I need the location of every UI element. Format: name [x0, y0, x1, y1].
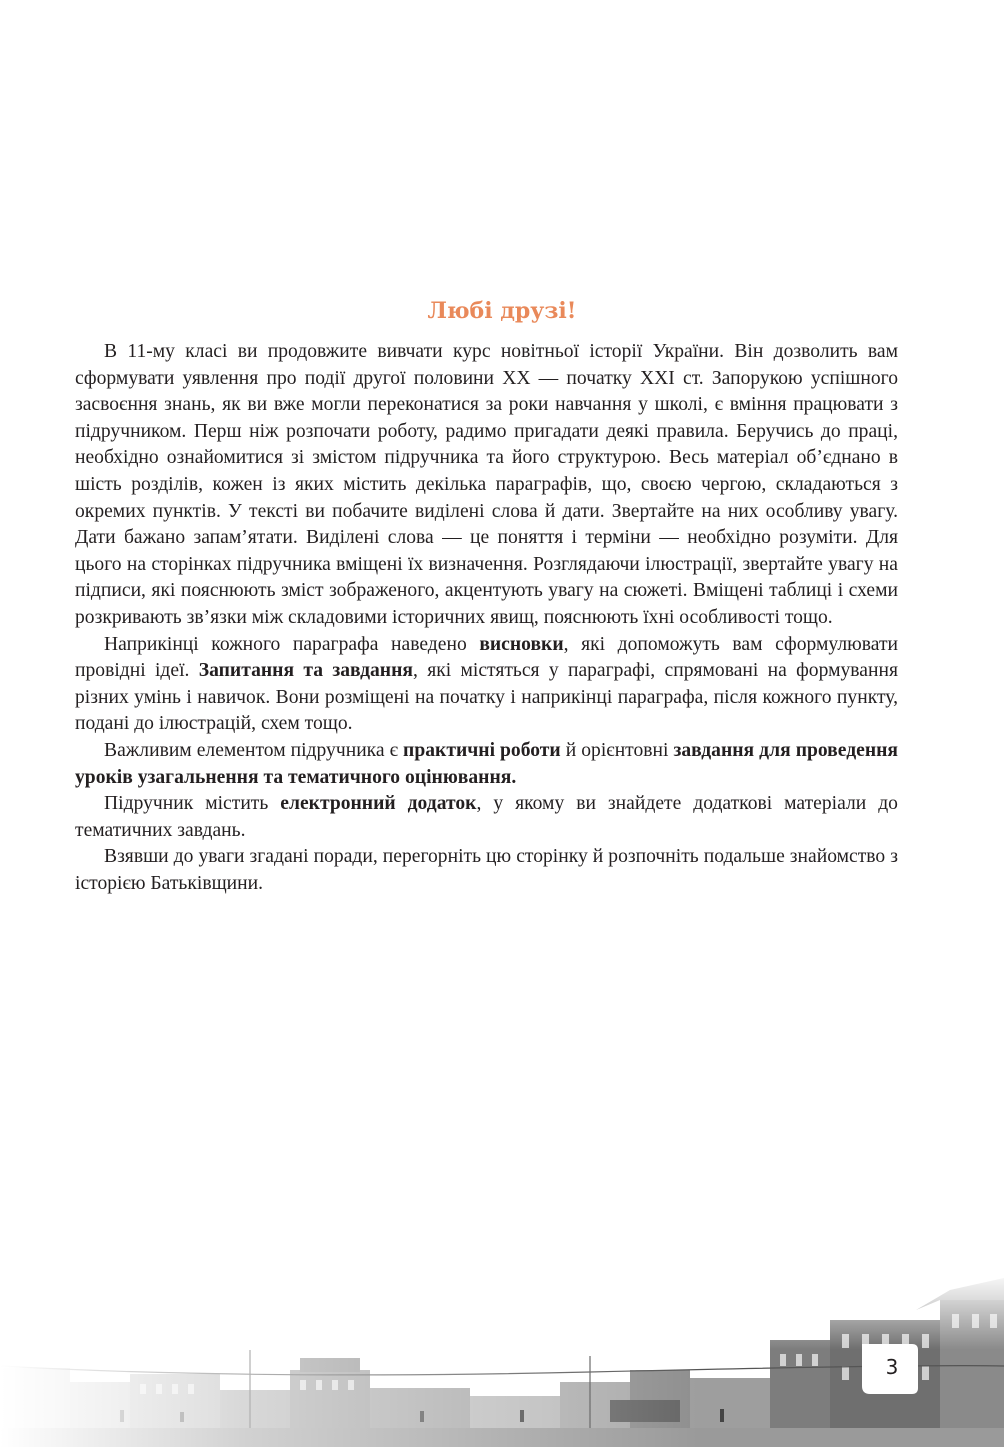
text-run: , у якому ви знайдете додаткові матеріали до тематичних завдань.	[75, 793, 898, 841]
text-run: Підручник містить	[104, 793, 281, 815]
page-heading: Любі друзі!	[427, 298, 577, 324]
term-conclusions: висновки	[479, 633, 564, 655]
paragraph-4	[75, 791, 898, 844]
term-practical-works: практичні роботи	[403, 739, 561, 761]
paragraph-2	[75, 632, 898, 738]
text-run: , які допоможуть вам сформулювати провідні ідеї.	[75, 633, 898, 682]
term-electronic-supplement: електронний додаток	[280, 793, 477, 815]
text-run: Важливим елементом підручника є	[104, 739, 404, 761]
text-run: В 11-му класі ви продовжите вивчати курс новітньої історії України. Він дозволить вам сформувати уявлення про події другої половини XX — початку XXI ст. Запорукою успішного засвоєння знань, як ви вже могли переконатися за роки навчання у школі, є вміння працювати з підручником. Перш ніж розпочати роботу, радимо пригадати деякі правила. Беручись до праці, необхідно ознайомитися зі змістом підручника та його структурою. Весь матеріал об’єднано в шість розділів, кожен із яких містить декілька параграфів, що, своєю чергою, складаються з окремих пунктів. У тексті ви побачите виділені слова й дати. Звертайте на них особливу увагу. Дати бажано запам’ятати. Виділені слова — це поняття і терміни — необхідно розуміти. Для цього на сторінках підручника вміщені їх визначення. Розглядаючи ілюстрації, звертайте увагу на підписи, які пояснюють зміст зображеного, акцентують увагу на сюжеті. Вміщені таблиці і схеми розкривають зв’язки між складовими історичних явищ, пояснюють їхні особливості тощо.	[75, 341, 898, 628]
term-generalization-tasks: завдання для проведення уроків узагальнення та тематичного оцінювання.	[75, 739, 898, 788]
paragraph-3	[75, 738, 898, 791]
text-run: , які містяться у параграфі, спрямовані на формування різних умінь і навичок. Вони розміщені на початку і наприкінці параграфа, після кожного пункту, подані до ілюстрацій, схем тощо.	[75, 660, 898, 735]
text-run: Наприкінці кожного параграфа наведено	[104, 633, 480, 655]
body-text	[75, 339, 898, 897]
text-run: й орієнтовні	[560, 739, 674, 761]
text-run: Взявши до уваги згадані поради, перегорніть цю сторінку й розпочніть подальше знайомство з історією Батьківщини.	[75, 846, 898, 894]
term-questions-tasks: Запитання та завдання	[198, 660, 413, 682]
page-number: 3	[885, 1355, 899, 1379]
city-panorama-illustration	[0, 1270, 1004, 1447]
paragraph-5	[75, 844, 898, 897]
paragraph-1	[75, 339, 898, 632]
